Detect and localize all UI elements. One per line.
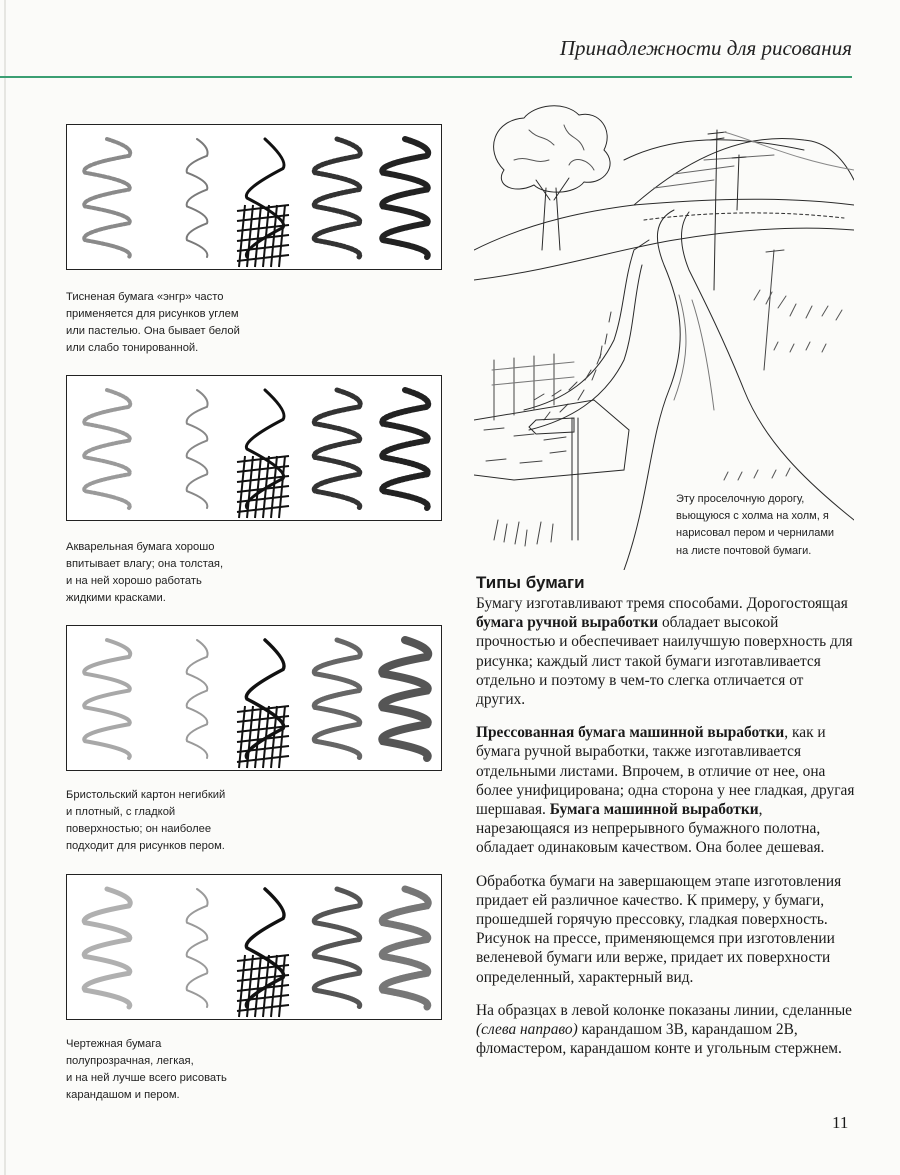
pencil-3b-stroke: [84, 390, 130, 508]
running-title: Принадлежности для рисования: [559, 36, 852, 60]
pencil-3b-stroke: [84, 139, 130, 257]
illustration-caption: Эту проселочную дорогу, вьющуюся с холма на холм, я нарисовал пером и чернилами на листе почтовой бумаги.: [676, 493, 835, 557]
paper-sample-watercolor: [66, 375, 442, 521]
paper-sample-tracing: [66, 874, 442, 1020]
pencil-2b-stroke: [187, 889, 208, 1007]
paper-sample-ingres: [66, 124, 442, 270]
caption-ingres: Тисненая бумага «энгр» часто применяется для рисунков углем или пастелью. Она бывает белой или слабо тонированной.: [66, 291, 240, 354]
stroke-samples: [67, 376, 442, 521]
stroke-samples: [67, 626, 442, 771]
page-number: 11: [832, 1113, 849, 1132]
paragraph-3: Обработка бумаги на завершающем этапе изготовления придает ей различное качество. К примеру, у бумаги, прошедшей горячую прессовку, гладкая поверхность. Рисунок на прессе, применяющемся при изготовлении веленевой бумаги или верже, придает их поверхности определенный, характерный вид.: [476, 872, 842, 986]
charcoal-stroke: [382, 640, 428, 758]
crosshatch-patch: [237, 955, 289, 1017]
pencil-2b-stroke: [187, 139, 208, 257]
pencil-2b-stroke: [187, 390, 208, 508]
conte-stroke: [314, 640, 360, 758]
stroke-samples: [67, 125, 442, 270]
article-body: [476, 572, 856, 1072]
caption-tracing: Чертежная бумага полупрозрачная, легкая, и на ней лучше всего рисовать карандашом и пером.: [66, 1038, 227, 1101]
charcoal-stroke: [382, 889, 428, 1007]
pencil-3b-stroke: [84, 640, 130, 758]
paragraph-1: Бумагу изготавливают тремя способами. Дорогостоящая бумага ручной выработки обладает высокой прочностью и обеспечивает наилучшую поверхность для рисунка; каждый лист такой бумаги изготавливается отдельно и поэтому в чем-то слегка отличается от других.: [476, 595, 853, 709]
crosshatch-patch: [237, 205, 289, 267]
caption-watercolor: Акварельная бумага хорошо впитывает влагу; она толстая, и на ней хорошо работать жидкими красками.: [66, 541, 224, 604]
pencil-3b-stroke: [84, 889, 130, 1007]
stroke-samples: [67, 875, 442, 1020]
crosshatch-patch: [237, 706, 289, 768]
conte-stroke: [314, 390, 360, 508]
pencil-2b-stroke: [187, 640, 208, 758]
page-edge: [4, 0, 6, 1175]
charcoal-stroke: [382, 390, 428, 508]
conte-stroke: [314, 139, 360, 257]
crosshatch-patch: [237, 456, 289, 518]
header-rule: [0, 76, 852, 78]
paragraph-2: Прессованная бумага машинной выработки, как и бумага ручной выработки, также изготавливается отдельными листами. Впрочем, в отличие от нее, она более унифицирована; одна сторона у нее гладкая, другая шершавая. Бумага машинной выработки, нарезающаяся из непрерывного бумажного полотна, обладает одинаковым качеством. Она более дешевая.: [476, 724, 855, 857]
section-heading: Типы бумаги: [476, 573, 585, 592]
paper-sample-bristol: [66, 625, 442, 771]
paragraph-4: На образцах в левой колонке показаны линии, сделанные (слева направо) карандашом 3В, карандашом 2В, фломастером, карандашом конте и угольным стержнем.: [476, 1001, 852, 1058]
charcoal-stroke: [382, 139, 428, 257]
caption-bristol: Бристольский картон негибкий и плотный, с гладкой поверхностью; он наиболее подходит для рисунков пером.: [66, 789, 226, 852]
conte-stroke: [314, 889, 360, 1007]
